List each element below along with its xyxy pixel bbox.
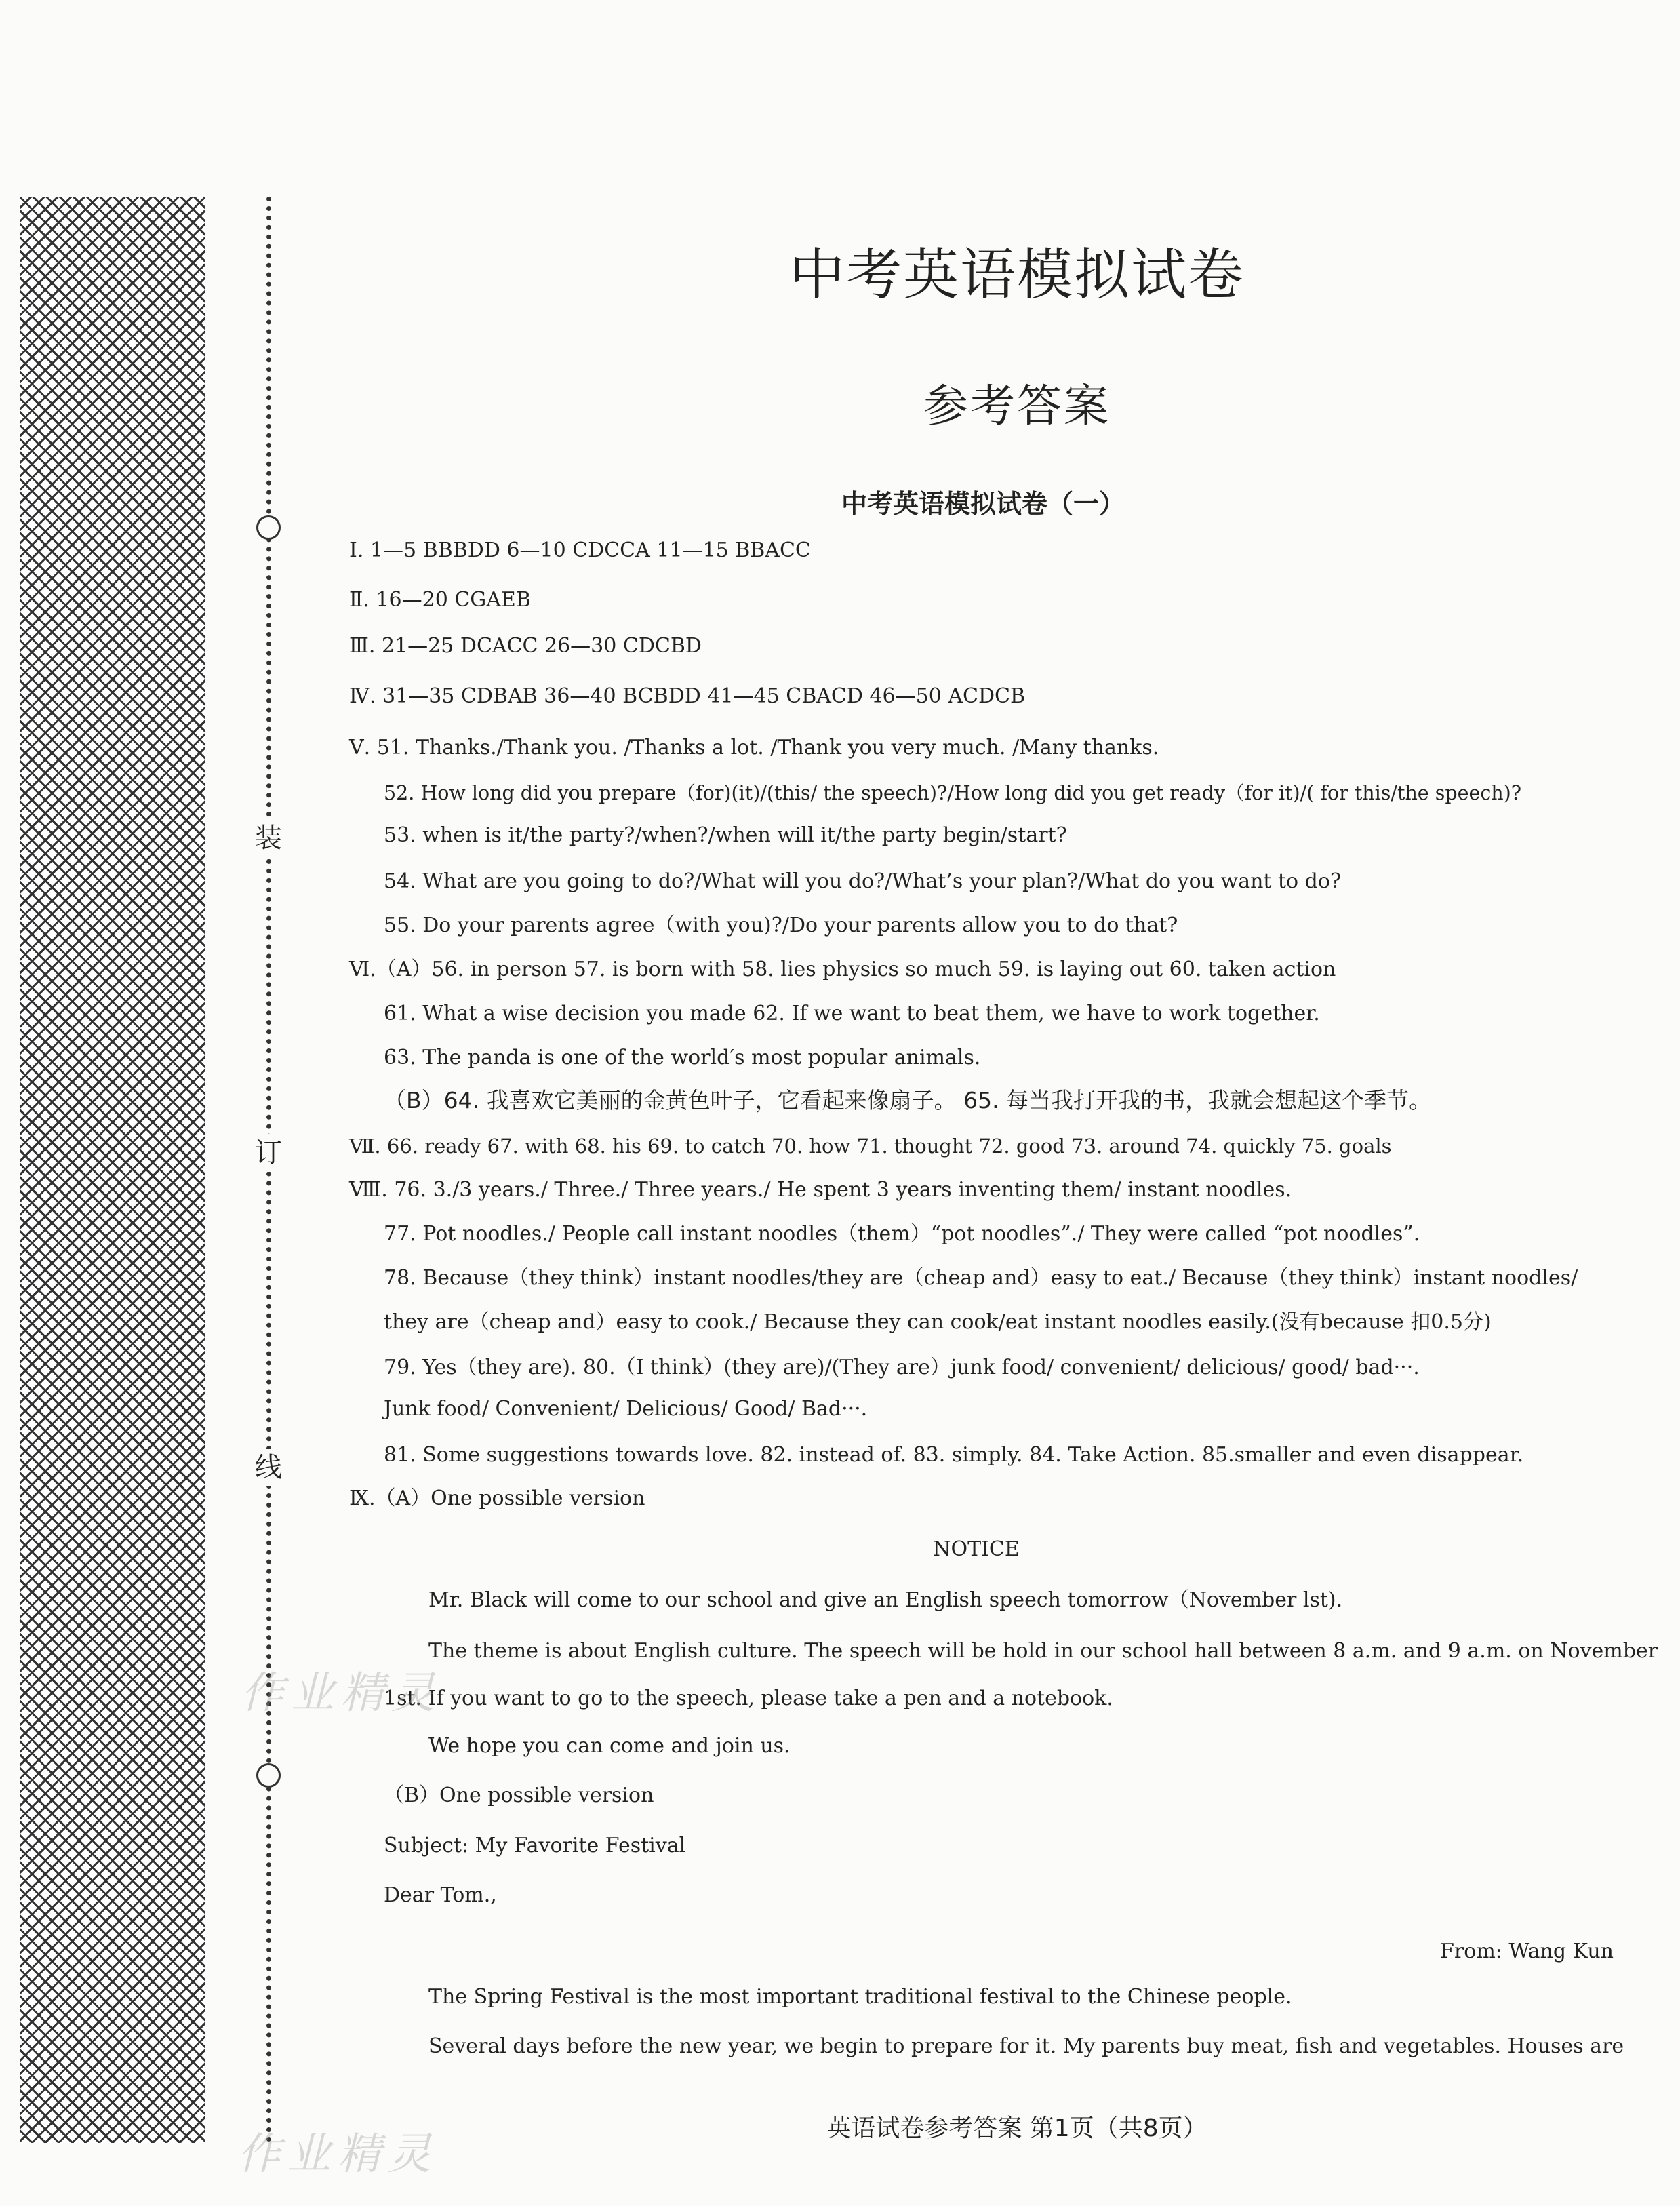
page-subtitle: 参考答案: [923, 380, 1111, 432]
answer-line: Ⅲ. 21—25 DCACC 26—30 CDCBD: [349, 634, 702, 658]
essay-line: 1st. If you want to go to the speech, please take a pen and a notebook.: [384, 1687, 1113, 1710]
section-title: 中考英语模拟试卷（一）: [841, 489, 1125, 519]
answer-line: Ⅸ.（A）One possible version: [349, 1486, 645, 1510]
answer-line: Ⅷ. 76. 3./3 years./ Three./ Three years./ He spent 3 years inventing them/ instant noodles.: [349, 1178, 1292, 1202]
answer-line: 52. How long did you prepare（for)(it)/(this/ the speech)?/How long did you get ready（for it)/( for this/the speech)?: [384, 782, 1522, 804]
answer-line: Ⅳ. 31—35 CDBAB 36—40 BCBDD 41—45 CBACD 46—50 ACDCB: [349, 684, 1026, 708]
letter-subject: Subject: My Favorite Festival: [384, 1834, 686, 1857]
essay-line: The Spring Festival is the most important traditional festival to the Chinese people.: [428, 1985, 1292, 2009]
essay-line: The theme is about English culture. The speech will be hold in our school hall between 8 a.m. and 9 a.m. on November: [428, 1639, 1658, 1663]
page-title: 中考英语模拟试卷: [788, 243, 1245, 307]
answer-line: Junk food/ Convenient/ Delicious/ Good/ Bad···.: [384, 1397, 868, 1421]
answer-line: 61. What a wise decision you made 62. If we want to beat them, we have to work together.: [384, 1002, 1320, 1025]
watermark: 作业精灵: [241, 1668, 441, 1718]
answer-line: 77. Pot noodles./ People call instant noodles（them）“pot noodles”./ They were called “pot noodles”.: [384, 1222, 1420, 1246]
answer-line: （B）64. 我喜欢它美丽的金黄色叶子，它看起来像扇子。 65. 每当我打开我的书，我就会想起这个季节。: [384, 1087, 1432, 1114]
answer-line: 53. when is it/the party?/when?/when will it/the party begin/start?: [384, 823, 1067, 847]
binding-hole-top: [256, 515, 281, 540]
page-footer: 英语试卷参考答案 第1页（共8页）: [826, 2114, 1207, 2142]
answer-line: 78. Because（they think）instant noodles/they are（cheap and）easy to eat./ Because（they think）instant noodles/: [384, 1266, 1578, 1290]
binding-margin-pattern: [20, 197, 205, 2143]
answer-line: Ⅵ.（A）56. in person 57. is born with 58. lies physics so much 59. is laying out 60. taken action: [349, 958, 1336, 981]
binding-hole-bottom: [256, 1763, 281, 1788]
essay-line: Mr. Black will come to our school and give an English speech tomorrow（November lst).: [428, 1588, 1343, 1612]
essay-line: We hope you can come and join us.: [428, 1734, 791, 1758]
answer-line: they are（cheap and）easy to cook./ Because they can cook/eat instant noodles easily.(没有because 扣0.5分): [384, 1310, 1492, 1334]
letter-greeting: Dear Tom.,: [384, 1883, 497, 1907]
answer-line: Ⅰ. 1—5 BBBDD 6—10 CDCCA 11—15 BBACC: [349, 538, 811, 562]
answer-line: 81. Some suggestions towards love. 82. instead of. 83. simply. 84. Take Action. 85.smaller and even disappear.: [384, 1443, 1524, 1467]
answer-line: Ⅴ. 51. Thanks./Thank you. /Thanks a lot. /Thank you very much. /Many thanks.: [349, 736, 1159, 760]
answer-line: 55. Do your parents agree（with you)?/Do your parents allow you to do that?: [384, 913, 1178, 937]
binding-char-xian: 线: [249, 1449, 287, 1486]
answer-line: 79. Yes（they are). 80.（I think）(they are)/(They are）junk food/ convenient/ delicious/ good/ bad···.: [384, 1356, 1420, 1379]
answer-line: Ⅶ. 66. ready 67. with 68. his 69. to catch 70. how 71. thought 72. good 73. around 74. quickly 75. goals: [349, 1135, 1392, 1158]
answer-line: 54. What are you going to do?/What will you do?/What’s your plan?/What do you want to do?: [384, 869, 1342, 893]
answer-line: （B）One possible version: [384, 1784, 654, 1807]
letter-sender: From: Wang Kun: [1440, 1939, 1614, 1963]
binding-char-zhuang: 装: [249, 819, 287, 857]
essay-line: Several days before the new year, we begin to prepare for it. My parents buy meat, fish and vegetables. Houses are: [428, 2034, 1624, 2058]
watermark: 作业精灵: [237, 2129, 438, 2180]
notice-heading: NOTICE: [933, 1537, 1020, 1561]
answer-line: Ⅱ. 16—20 CGAEB: [349, 588, 531, 612]
answer-line: 63. The panda is one of the world′s most popular animals.: [384, 1046, 981, 1069]
binding-char-ding: 订: [249, 1134, 287, 1172]
